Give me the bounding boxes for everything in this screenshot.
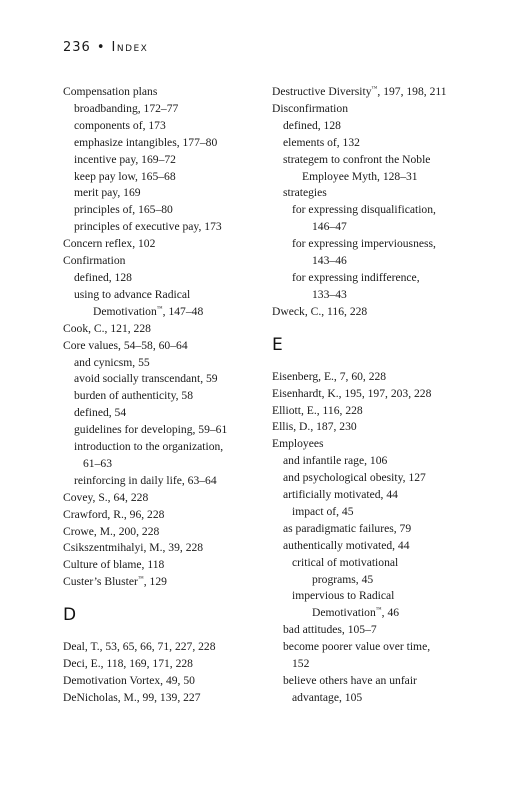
index-entry: Disconfirmation xyxy=(272,101,348,115)
index-subentry: become poorer value over time, xyxy=(283,640,431,654)
index-subentry: bad attitudes, 105–7 xyxy=(283,623,377,637)
index-entry: Compensation plans xyxy=(63,85,158,98)
index-subentry: as paradigmatic failures, 79 xyxy=(283,521,412,535)
index-subentry: defined, 128 xyxy=(283,118,341,132)
page-number: 236 xyxy=(63,40,91,55)
index-column-right xyxy=(272,84,482,707)
index-subentry: introduction to the organization, xyxy=(74,440,224,454)
index-subentry: 143–46 xyxy=(312,254,347,268)
index-subentry: defined, 54 xyxy=(74,406,127,420)
index-subentry: principles of executive pay, 173 xyxy=(74,220,222,234)
index-subentry: Employee Myth, 128–31 xyxy=(302,169,418,183)
index-entry: DeNicholas, M., 99, 139, 227 xyxy=(63,690,201,704)
running-header xyxy=(63,40,148,55)
section-spacer xyxy=(272,355,482,369)
index-subentry: incentive pay, 169–72 xyxy=(74,152,176,166)
index-subentry: avoid socially transcendant, 59 xyxy=(74,372,218,386)
index-entry: Core values, 54–58, 60–64 xyxy=(63,338,188,352)
index-subentry: keep pay low, 165–68 xyxy=(74,169,176,183)
index-subentry: authentically motivated, 44 xyxy=(283,538,410,552)
index-entry: Custer’s Bluster™, 129 xyxy=(63,575,167,589)
header-separator: • xyxy=(96,40,106,55)
index-entry: Crowe, M., 200, 228 xyxy=(63,524,160,538)
index-entry: Eisenberg, E., 7, 60, 228 xyxy=(272,369,387,383)
index-entry: Covey, S., 64, 228 xyxy=(63,490,149,504)
index-entry: Eisenhardt, K., 195, 197, 203, 228 xyxy=(272,386,432,400)
section-spacer xyxy=(63,625,263,639)
index-subentry: for expressing indifference, xyxy=(292,270,420,284)
index-subentry: and cynicsm, 55 xyxy=(74,355,150,369)
index-subentry: components of, 173 xyxy=(74,118,166,132)
index-entry: Elliott, E., 116, 228 xyxy=(272,403,363,417)
section-letter: E xyxy=(272,334,283,355)
index-subentry: merit pay, 169 xyxy=(74,186,141,200)
index-entry: Deal, T., 53, 65, 66, 71, 227, 228 xyxy=(63,640,216,654)
index-subentry: believe others have an unfair xyxy=(283,674,417,687)
index-entry: Ellis, D., 187, 230 xyxy=(272,420,357,434)
section-spacer xyxy=(272,321,482,335)
index-subentry: 152 xyxy=(292,657,310,671)
index-entry: Confirmation xyxy=(63,254,126,268)
index-entry: Dweck, C., 116, 228 xyxy=(272,304,368,318)
index-subentry: 133–43 xyxy=(312,287,347,301)
section-spacer xyxy=(63,591,263,605)
index-subentry: for expressing disqualification, xyxy=(292,203,436,217)
index-subentry: reinforcing in daily life, 63–64 xyxy=(74,473,217,487)
index-entry: Destructive Diversity™, 197, 198, 211 xyxy=(272,85,447,98)
index-entry: Employees xyxy=(272,437,324,451)
index-subentry: broadbanding, 172–77 xyxy=(74,101,179,115)
index-subentry: impact of, 45 xyxy=(292,504,354,518)
index-subentry: principles of, 165–80 xyxy=(74,203,173,217)
index-subentry: advantage, 105 xyxy=(292,690,363,704)
index-subentry: 146–47 xyxy=(312,220,347,234)
index-subentry: emphasize intangibles, 177–80 xyxy=(74,135,218,149)
index-subentry: for expressing imperviousness, xyxy=(292,237,436,251)
index-entry: Deci, E., 118, 169, 171, 228 xyxy=(63,657,193,671)
index-subentry: and psychological obesity, 127 xyxy=(283,471,426,485)
index-subentry: programs, 45 xyxy=(312,572,374,586)
index-entry: Concern reflex, 102 xyxy=(63,237,156,251)
index-subentry: Demotivation™, 147–48 xyxy=(93,304,204,318)
index-entry: Crawford, R., 96, 228 xyxy=(63,507,165,521)
index-entry: Cook, C., 121, 228 xyxy=(63,321,151,335)
index-entry: Demotivation Vortex, 49, 50 xyxy=(63,674,195,687)
index-entry: Csikszentmihalyi, M., 39, 228 xyxy=(63,541,204,555)
index-subentry: defined, 128 xyxy=(74,270,132,284)
index-subentry: Demotivation™, 46 xyxy=(312,606,400,620)
index-subentry: and infantile rage, 106 xyxy=(283,454,388,468)
index-subentry: strategies xyxy=(283,186,327,200)
index-subentry: using to advance Radical xyxy=(74,287,191,301)
index-entry: Culture of blame, 118 xyxy=(63,558,165,572)
index-column-left xyxy=(63,84,263,707)
index-subentry: burden of authenticity, 58 xyxy=(74,389,194,403)
header-title: Index xyxy=(111,40,149,55)
index-subentry: guidelines for developing, 59–61 xyxy=(74,423,228,437)
index-subentry: critical of motivational xyxy=(292,555,399,569)
index-subentry: 61–63 xyxy=(83,456,112,470)
section-letter: D xyxy=(63,605,77,626)
index-subentry: artificially motivated, 44 xyxy=(283,488,398,502)
index-subentry: strategem to confront the Noble xyxy=(283,152,431,166)
index-subentry: impervious to Radical xyxy=(292,589,395,603)
index-subentry: elements of, 132 xyxy=(283,135,360,149)
